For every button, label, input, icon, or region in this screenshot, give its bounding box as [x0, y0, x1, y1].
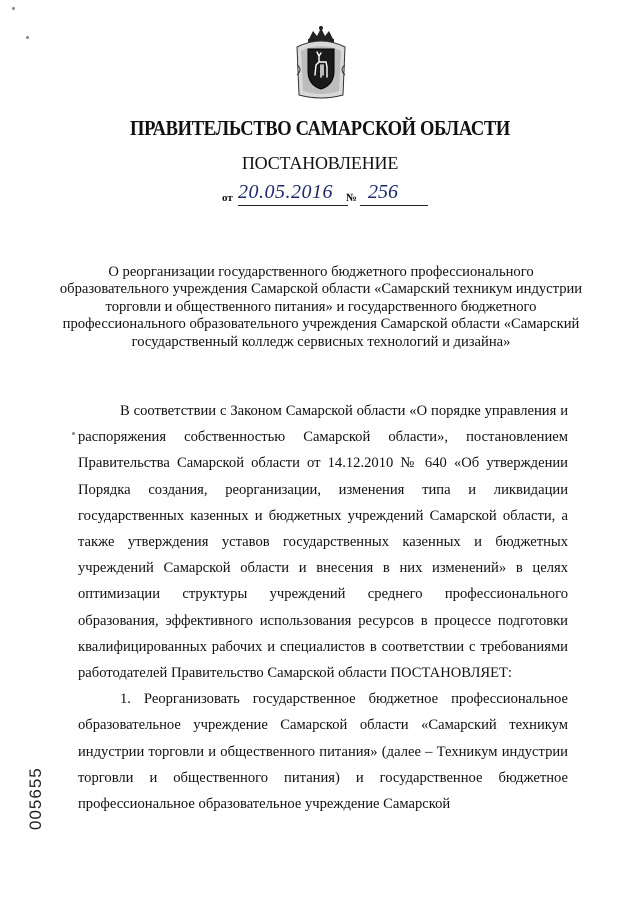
scan-speck: [26, 36, 29, 39]
government-title: ПРАВИТЕЛЬСТВО САМАРСКОЙ ОБЛАСТИ: [130, 116, 510, 140]
samara-coat-of-arms-icon: [293, 25, 349, 101]
document-body: [78, 398, 568, 817]
document-meta: [220, 183, 440, 209]
date-prefix: от: [222, 192, 233, 204]
body-paragraph: 1. Реорганизовать государственное бюджетное профессиональное образовательное учреждение Самарской области «Самарский техникум индустрии торговли и общественного питания» (далее – Техникум индустрии торговли и общественного питания) и государственное бюджетное профессиональное образовательное учреждение Самарской: [78, 691, 568, 813]
document-subject: О реорганизации государственного бюджетного профессионального образовательного учреждения Самарской области «Самарский техникум индустрии торговли и общественного питания» и государственного бюджетного профессионального образовательного учреждения Самарской области «Самарский государственный колледж сервисных технологий и дизайна»: [59, 264, 583, 350]
scan-speck: [12, 7, 15, 10]
registration-stamp: 005655: [26, 767, 45, 830]
number-prefix: №: [346, 192, 358, 204]
scan-speck: [72, 432, 75, 435]
number-underline: [360, 205, 428, 206]
document-type: ПОСТАНОВЛЕНИЕ: [241, 153, 399, 173]
body-paragraph: В соответствии с Законом Самарской области «О порядке управления и распоряжения собственностью Самарской области», постановлением Правительства Самарской области от 14.12.2010 № 640 «Об утверждении Порядка создания, реорганизации, изменения типа и ликвидации государственных казенных и бюджетных учреждений Самарской области, а также утверждения уставов государственных казенных и бюджетных учреждений Самарской области и внесения в них изменений» в целях оптимизации структуры учреждений среднего профессионального образования, эффективного использования ресурсов в процессе подготовки квалифицированных рабочих и специалистов в соответствии с требованиями работодателей Правительство Самарской области ПОСТАНОВЛЯЕТ:: [78, 403, 568, 682]
document-date: 20.05.2016: [238, 181, 333, 203]
date-underline: [238, 205, 348, 206]
document-number: 256: [368, 181, 398, 203]
